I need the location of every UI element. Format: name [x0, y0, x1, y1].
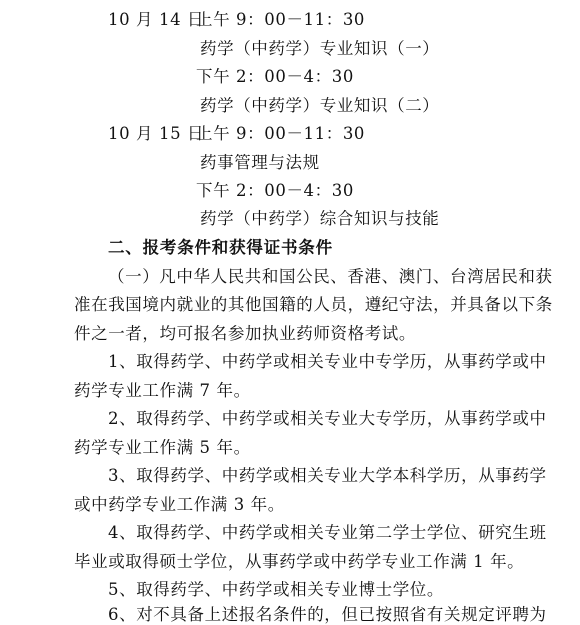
schedule-day2-afternoon-time: 下午 2：00－4：30: [196, 181, 354, 200]
intro-line-1: （一）凡中华人民共和国公民、香港、澳门、台湾居民和获: [108, 267, 553, 286]
schedule-day2-morning-time: 上午 9：00－11：30: [196, 124, 366, 143]
condition-item-4-line-2: 毕业或取得硕士学位，从事药学或中药学专业工作满 1 年。: [74, 552, 525, 571]
condition-item-3-line-2: 或中药学专业工作满 3 年。: [74, 495, 285, 514]
schedule-day2-morning-subject: 药事管理与法规: [200, 153, 320, 172]
schedule-day1-date: 10 月 14 日: [108, 10, 205, 29]
condition-item-2-line-1: 2、取得药学、中药学或相关专业大专学历，从事药学或中: [108, 409, 547, 428]
condition-item-1-line-1: 1、取得药学、中药学或相关专业中专学历，从事药学或中: [108, 352, 547, 371]
schedule-day2-date: 10 月 15 日: [108, 124, 205, 143]
intro-line-2: 准在我国境内就业的其他国籍的人员，遵纪守法，并具备以下条: [74, 295, 553, 314]
condition-item-3-line-1: 3、取得药学、中药学或相关专业大学本科学历，从事药学: [108, 466, 547, 485]
intro-line-3: 件之一者，均可报名参加执业药师资格考试。: [74, 324, 416, 343]
condition-item-6-line-1: 6、对不具备上述报名条件的，但已按照省有关规定评聘为: [108, 605, 547, 624]
schedule-day1-afternoon-time: 下午 2：00－4：30: [196, 67, 354, 86]
schedule-day1-afternoon-subject: 药学（中药学）专业知识（二）: [200, 96, 440, 115]
schedule-day1-morning-subject: 药学（中药学）专业知识（一）: [200, 39, 440, 58]
section-heading: 二、报考条件和获得证书条件: [108, 238, 333, 257]
condition-item-5: 5、取得药学、中药学或相关专业博士学位。: [108, 580, 444, 599]
schedule-day2-afternoon-subject: 药学（中药学）综合知识与技能: [200, 209, 440, 228]
schedule-day1-morning-time: 上午 9：00－11：30: [196, 10, 366, 29]
condition-item-4-line-1: 4、取得药学、中药学或相关专业第二学士学位、研究生班: [108, 523, 547, 542]
condition-item-1-line-2: 药学专业工作满 7 年。: [74, 381, 251, 400]
condition-item-2-line-2: 药学专业工作满 5 年。: [74, 438, 251, 457]
